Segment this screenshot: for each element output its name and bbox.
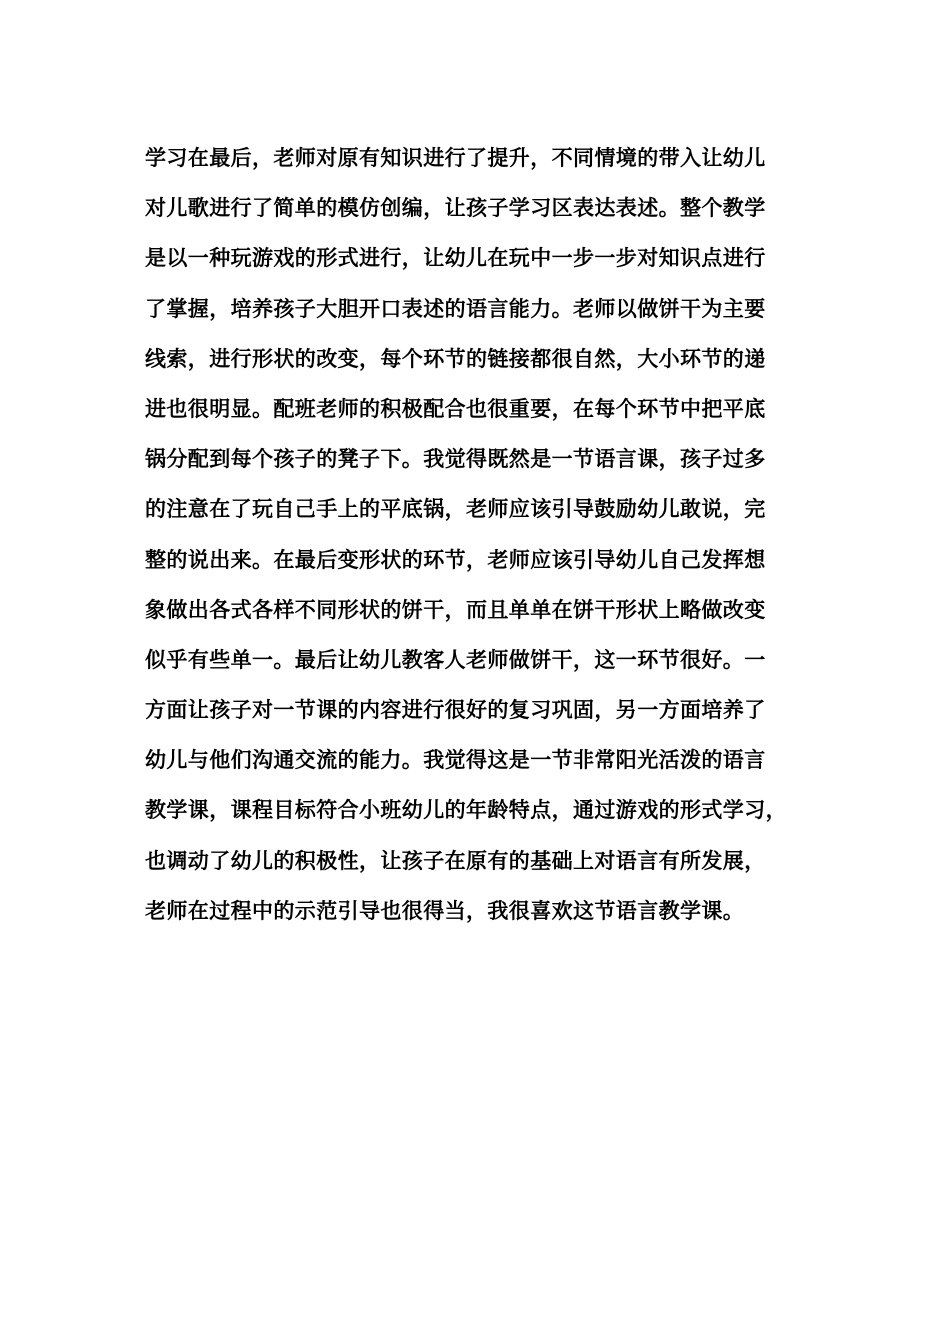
- paragraph-line: 对儿歌进行了简单的模仿创编，让孩子学习区表达表述。整个教学: [145, 196, 766, 221]
- paragraph-line: 锅分配到每个孩子的凳子下。我觉得既然是一节语言课，孩子过多: [145, 447, 766, 472]
- paragraph-line: 幼儿与他们沟通交流的能力。我觉得这是一节非常阳光活泼的语言: [145, 748, 766, 773]
- paragraph-line: 是以一种玩游戏的形式进行，让幼儿在玩中一步一步对知识点进行: [145, 246, 766, 271]
- paragraph-line: 学习在最后，老师对原有知识进行了提升，不同情境的带入让幼儿: [145, 146, 766, 170]
- paragraph-line: 也调动了幼儿的积极性，让孩子在原有的基础上对语言有所发展，: [145, 848, 766, 873]
- paragraph-line: 老师在过程中的示范引导也很得当，我很喜欢这节语言教学课。: [145, 898, 745, 923]
- paragraph-line: 进也很明显。配班老师的积极配合也很重要，在每个环节中把平底: [145, 396, 766, 421]
- paragraph-line: 象做出各式各样不同形状的饼干，而且单单在饼干形状上略做改变: [145, 597, 766, 622]
- paragraph-line: 方面让孩子对一节课的内容进行很好的复习巩固，另一方面培养了: [145, 698, 766, 723]
- paragraph-line: 了掌握，培养孩子大胆开口表述的语言能力。老师以做饼干为主要: [145, 296, 766, 321]
- paragraph-line: 似乎有些单一。最后让幼儿教客人老师做饼干，这一环节很好。一: [145, 647, 766, 672]
- paragraph-line: 的注意在了玩自己手上的平底锅，老师应该引导鼓励幼儿敢说，完: [145, 497, 766, 522]
- paragraph: [145, 133, 835, 936]
- paragraph-line: 教学课，课程目标符合小班幼儿的年龄特点，通过游戏的形式学习，: [145, 798, 787, 823]
- paragraph-line: 整的说出来。在最后变形状的环节，老师应该引导幼儿自己发挥想: [145, 547, 766, 572]
- paragraph-line: 线索，进行形状的改变，每个环节的链接都很自然，大小环节的递: [145, 346, 766, 371]
